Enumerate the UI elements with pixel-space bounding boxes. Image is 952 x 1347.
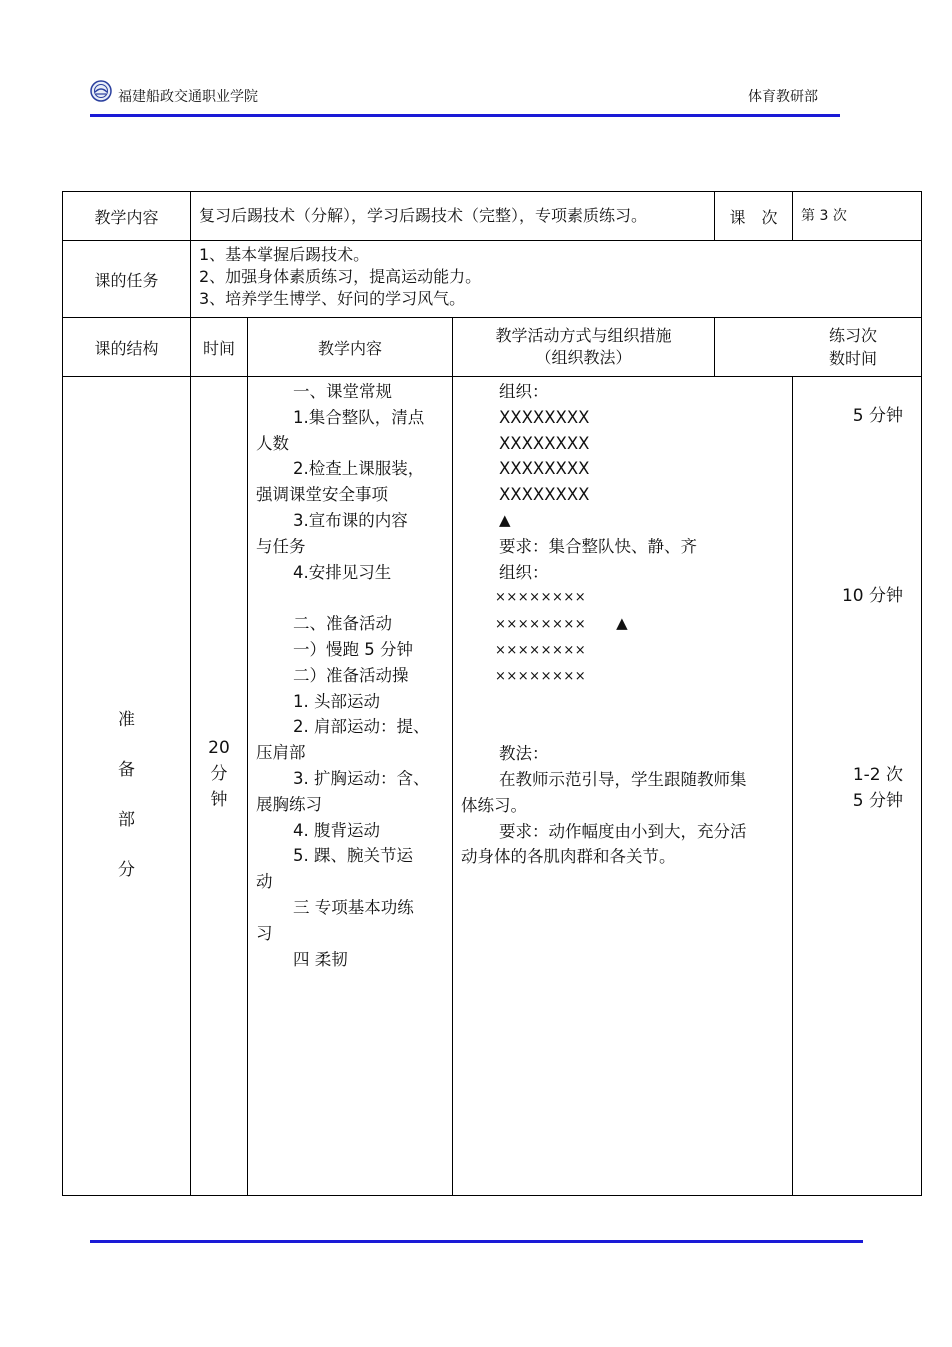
content-line: 四 柔韧 <box>293 949 348 969</box>
school-emblem-icon <box>90 80 112 102</box>
prep-practice-cell <box>793 377 922 1196</box>
content-line: 展胸练习 <box>256 794 322 814</box>
formation-row: XXXXXXXX <box>499 485 590 505</box>
prep-structure-cell <box>63 377 191 1196</box>
col-method-line2: （组织教法） <box>535 348 632 367</box>
content-line: 三 专项基本功练 <box>293 897 414 917</box>
session-value-cell <box>793 192 922 241</box>
col-method <box>453 318 715 377</box>
structure-char: 准 <box>118 710 135 730</box>
prep-content-cell <box>248 377 453 1196</box>
col-practice-line2: 数时间 <box>829 349 878 368</box>
col-practice <box>715 318 922 377</box>
col-structure: 课的结构 <box>63 318 191 377</box>
tasks-cell <box>191 241 922 318</box>
col-time: 时间 <box>191 318 248 377</box>
practice-time-1: 5 分钟 <box>852 406 904 426</box>
prep-content-lines <box>248 377 452 972</box>
task-item: 3、培养学生博学、好问的学习风气。 <box>199 289 466 308</box>
content-line: 与任务 <box>256 536 306 556</box>
structure-char: 部 <box>118 810 135 830</box>
content-line <box>256 585 446 611</box>
teacher-mark-2: ▲ <box>616 614 629 633</box>
practice-time-2: 10 分钟 <box>841 586 904 606</box>
content-line: 一、课堂常规 <box>293 382 392 401</box>
task-item: 1、基本掌握后踢技术。 <box>199 245 370 264</box>
formation-row: XXXXXXXX <box>499 459 590 479</box>
requirement-2-line: 要求：动作幅度由小到大，充分活 <box>499 821 747 841</box>
prep-section-row <box>63 377 922 1196</box>
department-name: 体育教研部 <box>748 89 818 105</box>
formation-row-2-text: ×××××××× <box>495 617 587 633</box>
footer-rule <box>90 1240 863 1243</box>
col-practice-line1: 练习次 <box>829 326 878 345</box>
col-content: 教学内容 <box>248 318 453 377</box>
page-header <box>90 78 840 118</box>
requirement-2-line: 动身体的各肌肉群和各关节。 <box>461 847 676 867</box>
formation-row: XXXXXXXX <box>499 407 590 427</box>
method-line: 体练习。 <box>461 795 527 815</box>
content-line: 强调课堂安全事项 <box>256 485 388 505</box>
content-line: 5. 踝、腕关节运 <box>293 846 413 866</box>
org-label: 组织： <box>499 382 549 401</box>
formation-row-2: ×××××××× <box>495 590 587 606</box>
formation-row: XXXXXXXX <box>499 433 590 453</box>
content-line: 4. 腹背运动 <box>293 820 380 840</box>
column-header-row <box>63 318 922 377</box>
content-line: 3. 扩胸运动：含、 <box>293 768 430 788</box>
session-value: 第 3 次 <box>801 208 847 224</box>
content-line: 二、准备活动 <box>293 614 392 634</box>
lesson-content-row <box>63 192 922 241</box>
formation-row-2 <box>461 611 784 638</box>
formation-row-2: ×××××××× <box>495 642 587 658</box>
content-line: 人数 <box>256 433 289 453</box>
time-char: 20 <box>208 738 230 758</box>
formation-row-2: ×××××××× <box>495 668 587 684</box>
practice-count-3: 1-2 次 <box>852 765 904 785</box>
header-rule <box>90 114 840 117</box>
method-line: 在教师示范引导，学生跟随教师集 <box>499 769 747 789</box>
school-name: 福建船政交通职业学院 <box>118 89 258 105</box>
content-line: 2.检查上课服装， <box>293 459 425 479</box>
content-line: 1. 头部运动 <box>293 691 380 711</box>
task-item: 2、加强身体素质练习，提高运动能力。 <box>199 267 482 286</box>
lesson-tasks-row <box>63 241 922 318</box>
tasks-label: 课的任务 <box>63 241 191 318</box>
content-line: 3.宣布课的内容 <box>293 510 408 530</box>
col-method-line1: 教学活动方式与组织措施 <box>495 326 672 345</box>
time-char: 钟 <box>210 790 228 810</box>
teacher-mark: ▲ <box>499 510 511 529</box>
content-line: 压肩部 <box>256 743 306 763</box>
structure-char: 分 <box>118 860 135 880</box>
content-line: 4.安排见习生 <box>293 562 392 582</box>
prep-time-cell <box>191 377 248 1196</box>
content-line: 习 <box>256 923 273 943</box>
content-line: 2. 肩部运动：提、 <box>293 717 430 737</box>
lesson-plan-table <box>62 191 922 1196</box>
content-line: 二）准备活动操 <box>293 665 409 685</box>
time-char: 分 <box>210 764 228 784</box>
lesson-content-text: 复习后踢技术（分解），学习后踢技术（完整），专项素质练习。 <box>199 206 648 225</box>
prep-organization-cell <box>453 377 793 1196</box>
structure-char: 备 <box>118 760 135 780</box>
session-label: 课 次 <box>715 192 793 241</box>
content-line: 动 <box>256 872 273 892</box>
practice-time-3: 5 分钟 <box>852 791 904 811</box>
content-line: 一）慢跑 5 分钟 <box>293 639 413 659</box>
requirement-1: 要求：集合整队快、静、齐 <box>499 536 697 556</box>
content-label: 教学内容 <box>63 192 191 241</box>
content-line: 1.集合整队，清点 <box>293 407 425 427</box>
method-label: 教法： <box>499 744 549 764</box>
org-label-2: 组织： <box>499 562 549 582</box>
lesson-content <box>191 192 715 241</box>
